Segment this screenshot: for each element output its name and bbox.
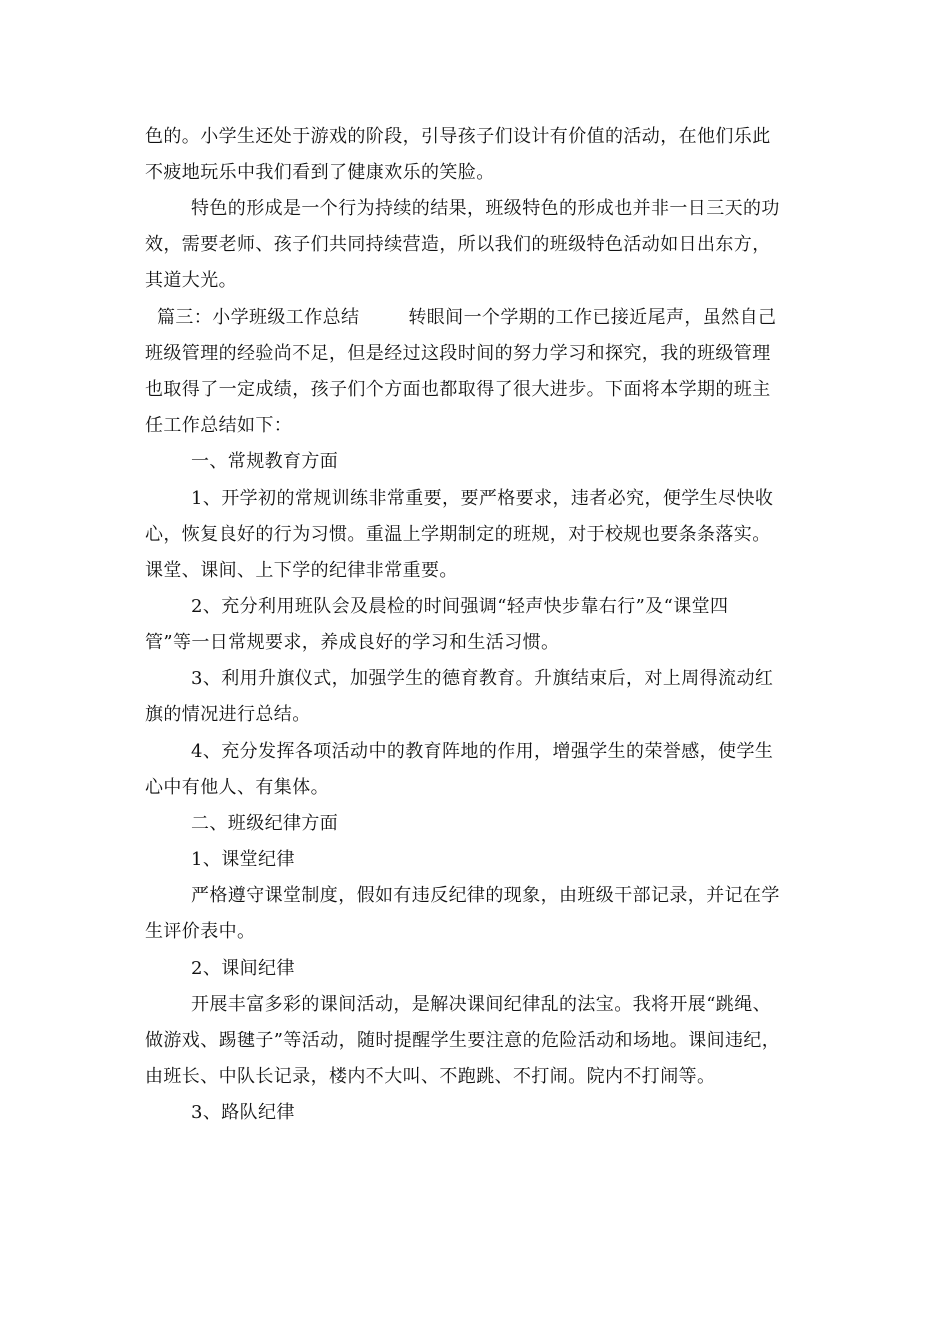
text-line: 不疲地玩乐中我们看到了健康欢乐的笑脸。 [145, 162, 495, 183]
text-line: 特色的形成是一个行为持续的结果，班级特色的形成也并非一日三天的功 [191, 198, 780, 219]
text-line: 心中有他人、有集体。 [145, 777, 329, 798]
text-line: 也取得了一定成绩，孩子们个方面也都取得了很大进步。下面将本学期的班主 [145, 379, 771, 400]
text-line: 4、充分发挥各项活动中的教育阵地的作用，增强学生的荣誉感，使学生 [191, 741, 774, 762]
subheading: 1、课堂纪律 [191, 849, 295, 870]
text-line: 严格遵守课堂制度，假如有违反纪律的现象，由班级干部记录，并记在学 [191, 885, 780, 906]
subheading: 2、课间纪律 [191, 958, 295, 979]
text-line: 管”等一日常规要求，养成良好的学习和生活习惯。 [145, 632, 560, 653]
text-line: 其道大光。 [145, 270, 237, 291]
subheading: 一、常规教育方面 [191, 451, 339, 472]
section-heading-line: 篇三：小学班级工作总结 转眼间一个学期的工作已接近尾声，虽然自己 [157, 307, 777, 328]
text-line: 课堂、课间、上下学的纪律非常重要。 [145, 560, 458, 581]
text-line: 1、开学初的常规训练非常重要，要严格要求，违者必究，便学生尽快收 [191, 488, 774, 509]
text-line: 旗的情况进行总结。 [145, 704, 311, 725]
text-line: 色的。小学生还处于游戏的阶段，引导孩子们设计有价值的活动，在他们乐此 [145, 126, 771, 147]
text-line: 3、利用升旗仪式，加强学生的德育教育。升旗结束后，对上周得流动红 [191, 668, 774, 689]
text-line: 任工作总结如下： [145, 415, 293, 436]
text-line: 班级管理的经验尚不足，但是经过这段时间的努力学习和探究，我的班级管理 [145, 343, 771, 364]
text-line: 效，需要老师、孩子们共同持续营造，所以我们的班级特色活动如日出东方， [145, 234, 771, 255]
text-line: 2、充分利用班队会及晨检的时间强调“轻声快步靠右行”及“课堂四 [191, 596, 729, 617]
subheading: 二、班级纪律方面 [191, 813, 339, 834]
text-line: 心，恢复良好的行为习惯。重温上学期制定的班规，对于校规也要条条落实。 [145, 524, 771, 545]
text-line: 做游戏、踢毽子”等活动，随时提醒学生要注意的危险活动和场地。课间违纪， [145, 1030, 781, 1051]
subheading: 3、路队纪律 [191, 1102, 295, 1123]
text-line: 由班长、中队长记录，楼内不大叫、不跑跳、不打闹。院内不打闹等。 [145, 1066, 716, 1087]
text-line: 生评价表中。 [145, 921, 256, 942]
text-line: 开展丰富多彩的课间活动，是解决课间纪律乱的法宝。我将开展“跳绳、 [191, 994, 771, 1015]
